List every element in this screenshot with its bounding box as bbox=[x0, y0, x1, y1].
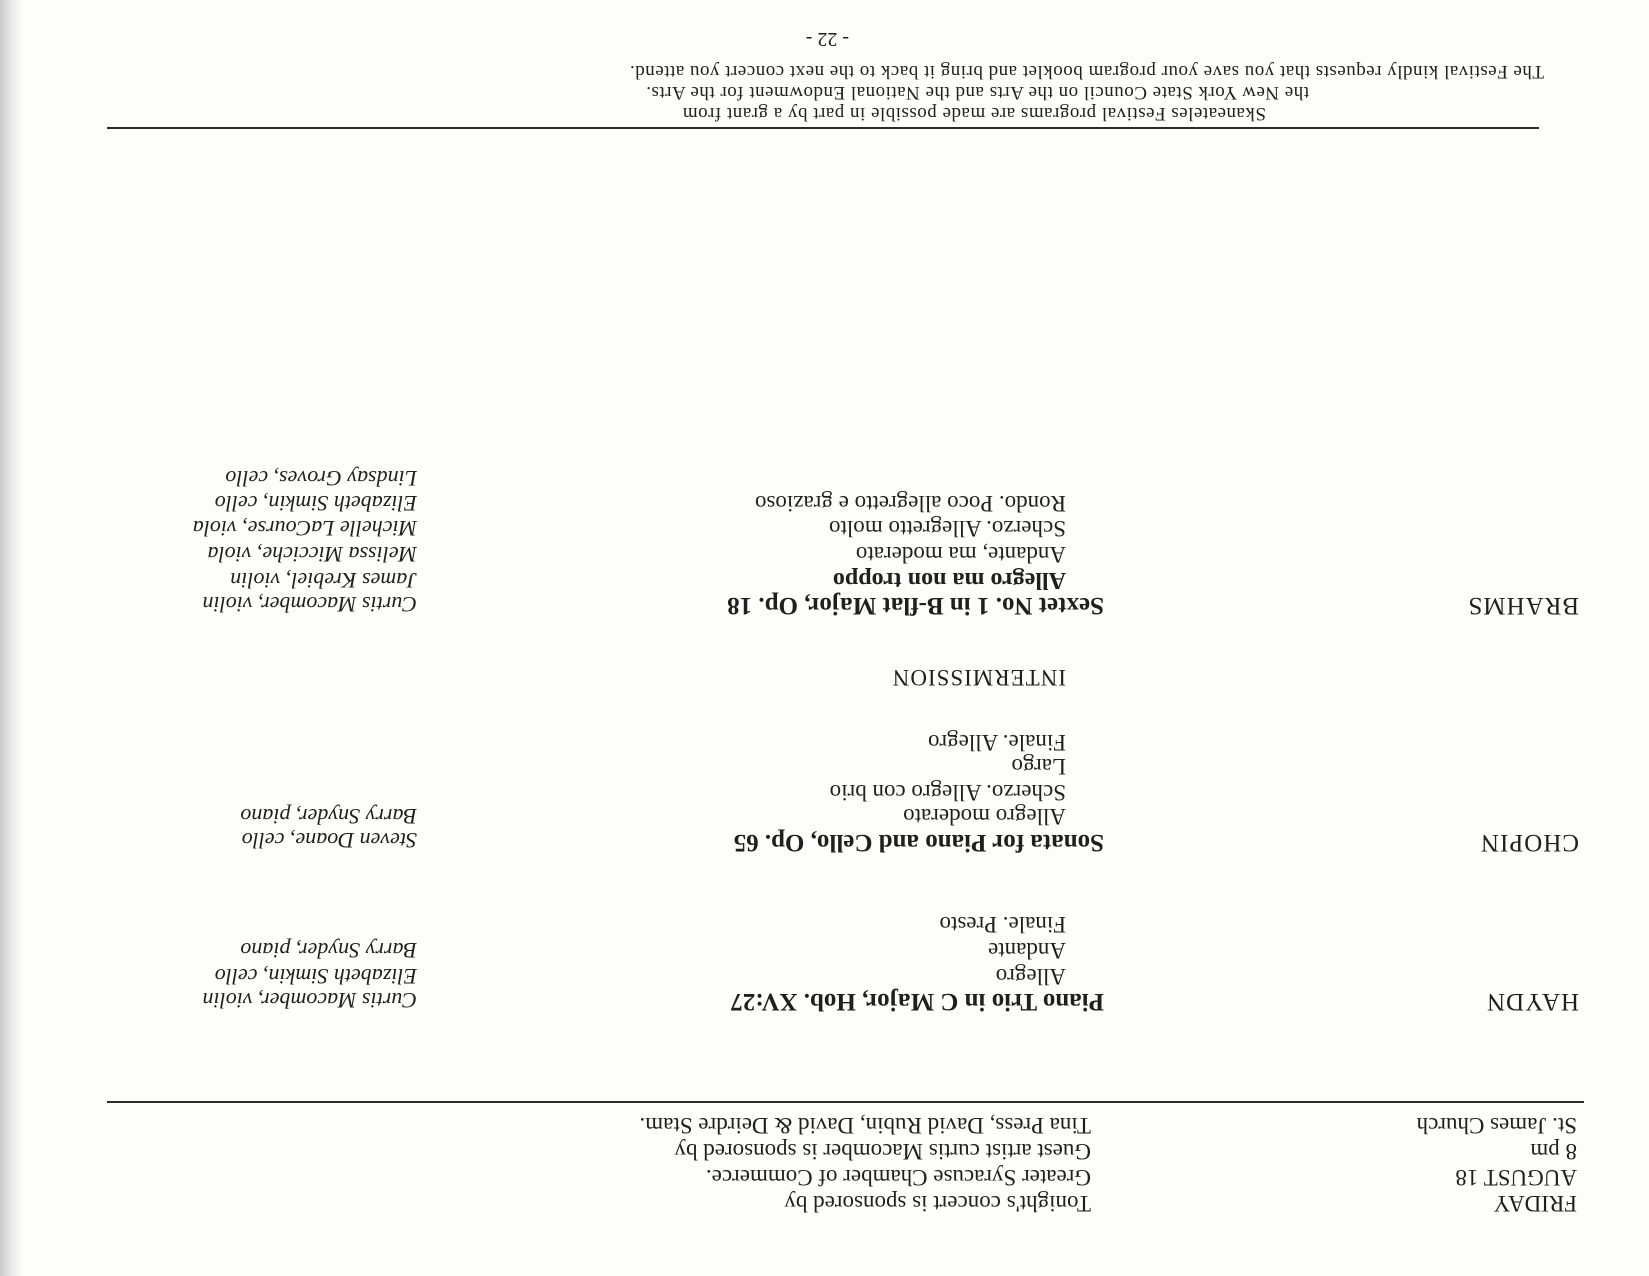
concert-date: AUGUST 18 bbox=[1455, 1165, 1577, 1190]
performer: Lindsay Groves, cello bbox=[225, 466, 417, 491]
performer: Elizabeth Simkin, cello bbox=[214, 491, 417, 516]
performer: James Krebiel, violin bbox=[230, 568, 417, 593]
movement: Finale. Allegro bbox=[928, 730, 1066, 755]
concert-venue: St. James Church bbox=[1416, 1113, 1577, 1138]
sponsor-line: Greater Syracuse Chamber of Commerce. bbox=[705, 1165, 1091, 1190]
performer: Melissa Micciche, viola bbox=[207, 542, 417, 567]
performer: Curtis Macomber, violin bbox=[202, 988, 417, 1013]
composer-chopin: CHOPIN bbox=[1479, 829, 1579, 856]
page-number: - 22 - bbox=[805, 28, 849, 50]
movement: Finale. Presto bbox=[939, 912, 1066, 937]
sponsor-line: Tonight's concert is sponsored by bbox=[784, 1191, 1091, 1216]
performer: Elizabeth Simkin, cello bbox=[214, 964, 417, 989]
sponsor-info bbox=[640, 1112, 1091, 1216]
footer-line: the New York State Council on the Arts and the National Endowment for the Arts. bbox=[645, 82, 1309, 103]
work-title: Sextet No. 1 in B-flat Major, Op. 18 bbox=[727, 592, 1104, 619]
work-title: Sonata for Piano and Cello, Op. 65 bbox=[733, 829, 1104, 856]
composer-brahms: BRAHMS bbox=[1467, 592, 1579, 619]
movement: Andante, ma moderato bbox=[855, 542, 1066, 567]
performer: Barry Snyder, piano bbox=[240, 804, 417, 829]
composer-haydn: HAYDN bbox=[1486, 988, 1579, 1015]
work-title: Piano Trio in C Major, Hob. XV:27 bbox=[730, 988, 1104, 1015]
footer-line: The Festival kindly requests that you save your program booklet and bring it back to the next concert you attend. bbox=[629, 61, 1544, 82]
header-rule bbox=[107, 1101, 1584, 1103]
movement: Allegro ma non troppo bbox=[832, 567, 1066, 593]
movement: Largo bbox=[1011, 754, 1066, 779]
performer: Barry Snyder, piano bbox=[240, 938, 417, 963]
performer: Curtis Macomber, violin bbox=[202, 592, 417, 617]
footer-rule bbox=[107, 127, 1539, 129]
movement: Allegro bbox=[995, 964, 1066, 989]
concert-day: FRIDAY bbox=[1493, 1191, 1577, 1216]
concert-time: 8 pm bbox=[1530, 1139, 1577, 1164]
sponsor-line: Tina Press, David Rubin, David & Deirdre Stam. bbox=[639, 1113, 1091, 1138]
binding-shadow bbox=[0, 0, 22, 1276]
performer: Michelle LaCourse, viola bbox=[192, 516, 417, 541]
movement: Scherzo. Allegretto molto bbox=[829, 516, 1066, 541]
movement: Rondo. Poco allegretto e grazioso bbox=[754, 491, 1066, 516]
intermission-label: INTERMISSION bbox=[891, 665, 1066, 690]
movement: Andante bbox=[988, 938, 1066, 963]
movement: Allegro moderato bbox=[903, 804, 1066, 829]
footer-line: Skaneateles Festival programs are made possible in part by a grant from bbox=[682, 103, 1266, 124]
movement: Scherzo. Allegro con brio bbox=[829, 780, 1066, 805]
performer: Steven Doane, cello bbox=[241, 828, 417, 853]
concert-info bbox=[1417, 1112, 1577, 1216]
sponsor-line: Guest artist curtis Macomber is sponsored by bbox=[674, 1139, 1091, 1164]
